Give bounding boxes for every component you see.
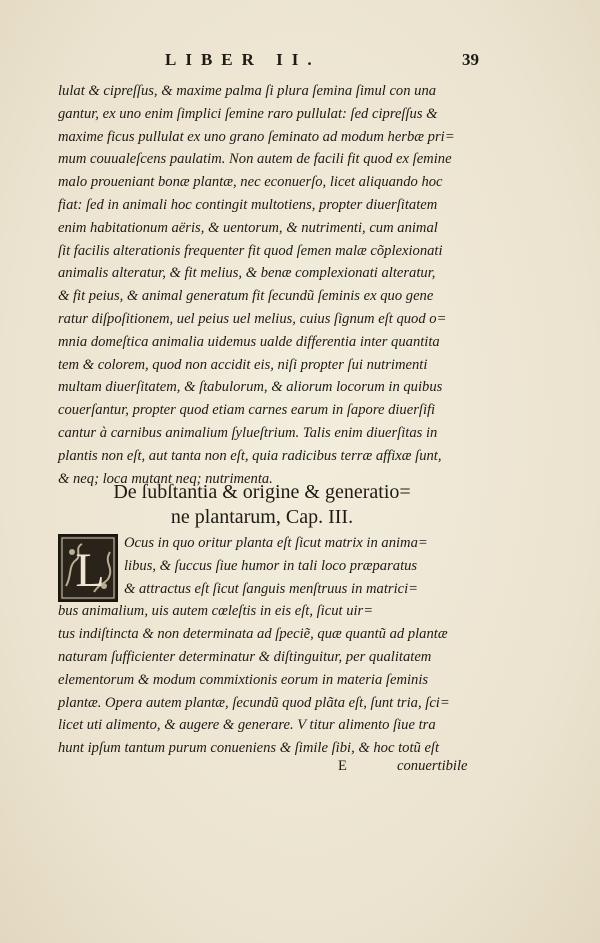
catchword: conuertibile: [397, 758, 468, 774]
text-line: ratur diſpoſitionem, uel peius uel melius, cuius ſignum eſt quod o=: [58, 310, 447, 327]
text-line: fiat: ſed in animali hoc contingit multotiens, propter diuerſitatem: [58, 196, 438, 213]
text-line: maxime ficus pullulat ex uno grano ſeminato ad modum herbæ pri=: [58, 128, 455, 145]
text-line: lulat & cipreſſus, & maxime palma ſi plura ſemina ſimul con una: [58, 83, 437, 99]
decorated-initial-letter: L: [75, 544, 105, 597]
text-line: animalis alteratur, & fit melius, & benæ complexionati alteratur,: [58, 265, 436, 282]
folio-number: 39: [462, 50, 479, 69]
text-line: mum couualeſcens paulatim. Non autem de facili fit quod ex ſemine: [58, 151, 452, 168]
text-line: bus animalium, uis autem cœleſtis in eis eſt, ſicut uir=: [58, 603, 374, 620]
chapter-text: [58, 532, 458, 760]
text-line: tus indiſtincta & non determinata ad ſpeciẽ, quæ quantũ ad plantæ: [58, 626, 448, 643]
text-line: libus, & ſuccus ſiue humor in tali loco præparatus: [124, 557, 418, 574]
body-text: [58, 80, 458, 490]
text-line: mnia domeſtica animalia uidemus ualde differentia inter quantita: [58, 333, 440, 350]
page-header: [0, 50, 600, 72]
text-line: tem & colorem, quod non accidit eis, niſi propter ſui nutrimenti: [58, 356, 428, 373]
text-line: multam diuerſitatem, & ſtabulorum, & aliorum locorum in quibus: [58, 379, 443, 396]
chapter-heading-line: De ſubſtantia & origine & generatio=: [113, 481, 411, 503]
text-line: plantæ. Opera autem plantæ, ſecundũ quod plãta eſt, ſunt tria, ſci=: [58, 694, 450, 711]
text-line: gantur, ex uno enim ſimplici ſemine raro pullulat: ſed cipreſſus &: [58, 105, 438, 122]
running-title: LIBER II.: [165, 50, 321, 69]
text-line: & attractus eſt ſicut ſanguis menſtruus in matrici=: [124, 580, 419, 597]
text-line: naturam ſufficienter determinatur & diſtinguitur, per qualitatem: [58, 648, 432, 665]
text-line: malo proueniant bonæ plantæ, nec econuerſo, licet aliquando hoc: [58, 174, 443, 191]
text-line: couerſantur, propter quod etiam carnes earum in ſapore diuerſifi: [58, 402, 436, 419]
text-line: & neq; loca mutant neq; nutrimenta.: [58, 470, 273, 487]
text-line: & fit peius, & animal generatum fit ſecundũ ſeminis ex quo gene: [58, 288, 434, 305]
chapter-heading-line: ne plantarum, Cap. III.: [170, 506, 354, 528]
text-line: licet uti alimento, & augere & generare. V titur alimento ſiue tra: [58, 717, 436, 734]
text-line: Ocus in quo oritur planta eſt ſicut matrix in anima=: [124, 535, 428, 551]
signature-mark: E: [338, 758, 347, 774]
chapter-heading: [82, 480, 442, 530]
text-line: cantur à carnibus animalium ſylueſtrium. Talis enim diuerſitas in: [58, 424, 438, 441]
text-line: hunt ipſum tantum purum conueniens & ſimile ſibi, & hoc totũ eſt: [58, 740, 440, 757]
text-line: plantis non eſt, aut tanta non eſt, quia radicibus terræ affixæ ſunt,: [58, 447, 442, 464]
text-line: elementorum & modum commixtionis eorum in materia ſeminis: [58, 671, 429, 688]
text-line: ſit facilis alterationis frequenter fit quod ſemen malæ cõplexionati: [58, 242, 443, 259]
text-line: enim habitationum aëris, & uentorum, & nutrimenti, cum animal: [58, 219, 438, 236]
